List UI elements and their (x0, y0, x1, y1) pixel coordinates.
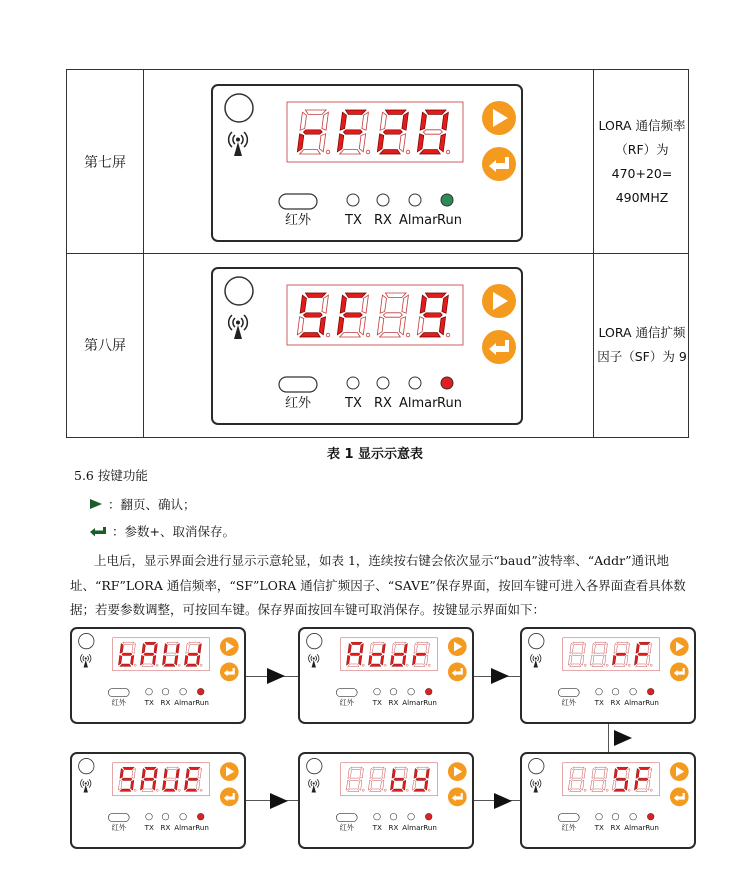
table-row (67, 253, 688, 437)
arrow-right-icon (614, 730, 634, 746)
svg-text:Almar: Almar (624, 697, 646, 707)
paragraph: 上电后，显示界面会进行显示示意轮显，如表 1，连续按右键会依次显示“baud”波特率、“Addr”通讯地址、“RF”LORA 通信频率，“SF”LORA 通信扩频因子、“SAVE”保存界面，按回车键可进入各界面查看具体数据；若要参数调整，可按回车键。保存界面按回车键可取消保存。按键显示界面如下： (70, 553, 686, 617)
flow-panel-baud (70, 627, 246, 724)
svg-text:Run: Run (645, 697, 659, 707)
svg-text:Run: Run (195, 697, 209, 707)
svg-text:Run: Run (437, 396, 462, 411)
device-panel-drawing (72, 754, 244, 847)
flow-panel-rf (520, 627, 696, 724)
device-panel-drawing (300, 629, 472, 722)
svg-text:Almar: Almar (174, 697, 196, 707)
svg-text:红外: 红外 (285, 396, 312, 411)
svg-text:RX: RX (160, 697, 171, 707)
device-panel-drawing (72, 629, 244, 722)
device-panel-drawing (213, 86, 521, 240)
svg-text:TX: TX (345, 213, 362, 228)
svg-text:Almar: Almar (399, 213, 438, 228)
svg-text:TX: TX (372, 822, 382, 832)
svg-text:RX: RX (388, 697, 399, 707)
arrow-right-icon (491, 668, 511, 684)
svg-text:Almar: Almar (399, 396, 438, 411)
device-panel-drawing (300, 754, 472, 847)
svg-text:红外: 红外 (339, 697, 354, 707)
svg-text:Almar: Almar (624, 822, 646, 832)
svg-text:TX: TX (345, 396, 362, 411)
svg-text:红外: 红外 (561, 822, 576, 832)
key-item: ：参数+、取消保存。 (88, 522, 235, 540)
table-row (67, 70, 688, 254)
device-panel-drawing (522, 629, 694, 722)
svg-text:红外: 红外 (285, 213, 312, 228)
svg-text:RX: RX (374, 213, 392, 228)
screen-description: LORA 通信扩频 因子（SF）为 9 (597, 325, 687, 364)
svg-text:Run: Run (437, 213, 462, 228)
arrow-right-icon (270, 793, 290, 809)
device-panel (211, 84, 523, 242)
svg-text:RX: RX (388, 822, 399, 832)
svg-text:TX: TX (372, 697, 382, 707)
arrow-right-icon (494, 793, 514, 809)
svg-text:TX: TX (594, 822, 604, 832)
svg-text:Almar: Almar (174, 822, 196, 832)
key-item: ：翻页、确认； (88, 495, 196, 513)
arrow-right-icon (267, 668, 287, 684)
screen-name: 第八屏 (84, 338, 126, 354)
table-caption: 表 1 显示示意表 (326, 447, 424, 462)
screen-description: LORA 通信频率 （RF）为 470+20= 490MHZ (598, 117, 686, 205)
svg-text:TX: TX (144, 697, 154, 707)
svg-text:RX: RX (610, 822, 621, 832)
flow-panel-addr (298, 627, 474, 724)
device-panel-drawing (522, 754, 694, 847)
play-icon (88, 498, 104, 510)
svg-text:RX: RX (374, 396, 392, 411)
section-heading: 5.6 按键功能 (74, 468, 148, 483)
flow-panel-save (70, 752, 246, 849)
svg-text:红外: 红外 (561, 697, 576, 707)
svg-text:RX: RX (160, 822, 171, 832)
svg-text:红外: 红外 (111, 697, 126, 707)
svg-text:Run: Run (645, 822, 659, 832)
svg-text:Almar: Almar (402, 697, 424, 707)
flow-panel-sf (520, 752, 696, 849)
flow-panel-by (298, 752, 474, 849)
screen-name: 第七屏 (84, 154, 126, 171)
svg-text:Almar: Almar (402, 822, 424, 832)
svg-text:RX: RX (610, 697, 621, 707)
return-icon (88, 525, 108, 537)
svg-text:Run: Run (195, 822, 209, 832)
device-panel (211, 267, 523, 425)
svg-text:Run: Run (423, 822, 437, 832)
device-panel-drawing (213, 269, 521, 423)
svg-text:TX: TX (144, 822, 154, 832)
svg-text:红外: 红外 (111, 822, 126, 832)
svg-text:TX: TX (594, 697, 604, 707)
display-table (66, 69, 689, 438)
svg-text:Run: Run (423, 697, 437, 707)
svg-text:红外: 红外 (339, 822, 354, 832)
